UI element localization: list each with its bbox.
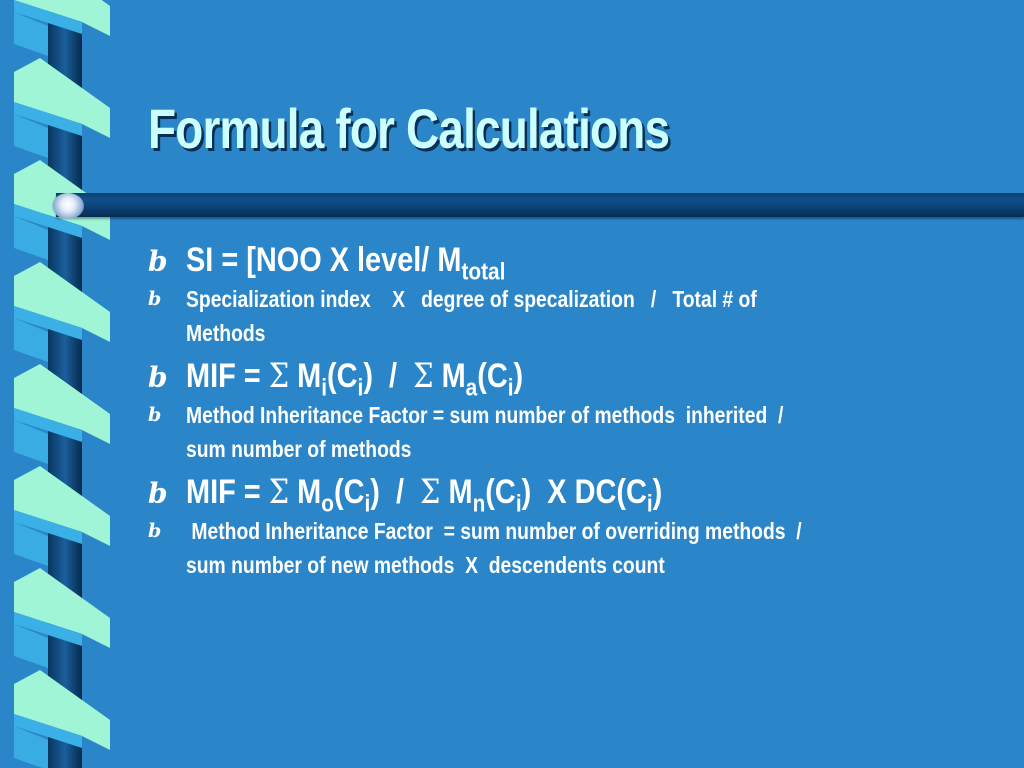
bullet-icon: b: [148, 245, 168, 278]
slide-title: Formula for Calculations: [148, 97, 670, 160]
bullet-icon: b: [148, 520, 162, 542]
title-divider-bar: [56, 193, 1024, 217]
formula-mif-2: [148, 472, 978, 518]
mif-description-2: [148, 514, 978, 582]
twisted-ribbon-decoration: [0, 0, 112, 768]
divider-glow-orb: [52, 193, 84, 219]
description-text: Method Inheritance Factor = sum number of overriding methods / sum number of new methods X descendents count: [186, 518, 802, 578]
formula-si: [148, 240, 978, 286]
bullet-list: [148, 240, 978, 588]
formula-text: SI = [NOO X level/ $M_{total}$: [186, 241, 506, 286]
bullet-icon: b: [148, 477, 168, 510]
formula-text: MIF = Σ $M_o(C_i)$ / Σ $M_n(C_i)$ X $DC(C_i)$: [186, 472, 663, 518]
bullet-icon: b: [148, 288, 162, 310]
si-description: [148, 282, 978, 350]
description-text: Specialization index X degree of specalization / Total # of Methods: [186, 286, 757, 346]
mif-description-1: [148, 398, 978, 466]
formula-text: MIF = Σ $M_i(C_i)$ / Σ $M_a(C_i)$: [186, 356, 524, 402]
description-text: Method Inheritance Factor = sum number of methods inherited / sum number of methods: [186, 402, 784, 462]
bullet-icon: b: [148, 404, 162, 426]
formula-mif-1: [148, 356, 978, 402]
bullet-icon: b: [148, 361, 168, 394]
